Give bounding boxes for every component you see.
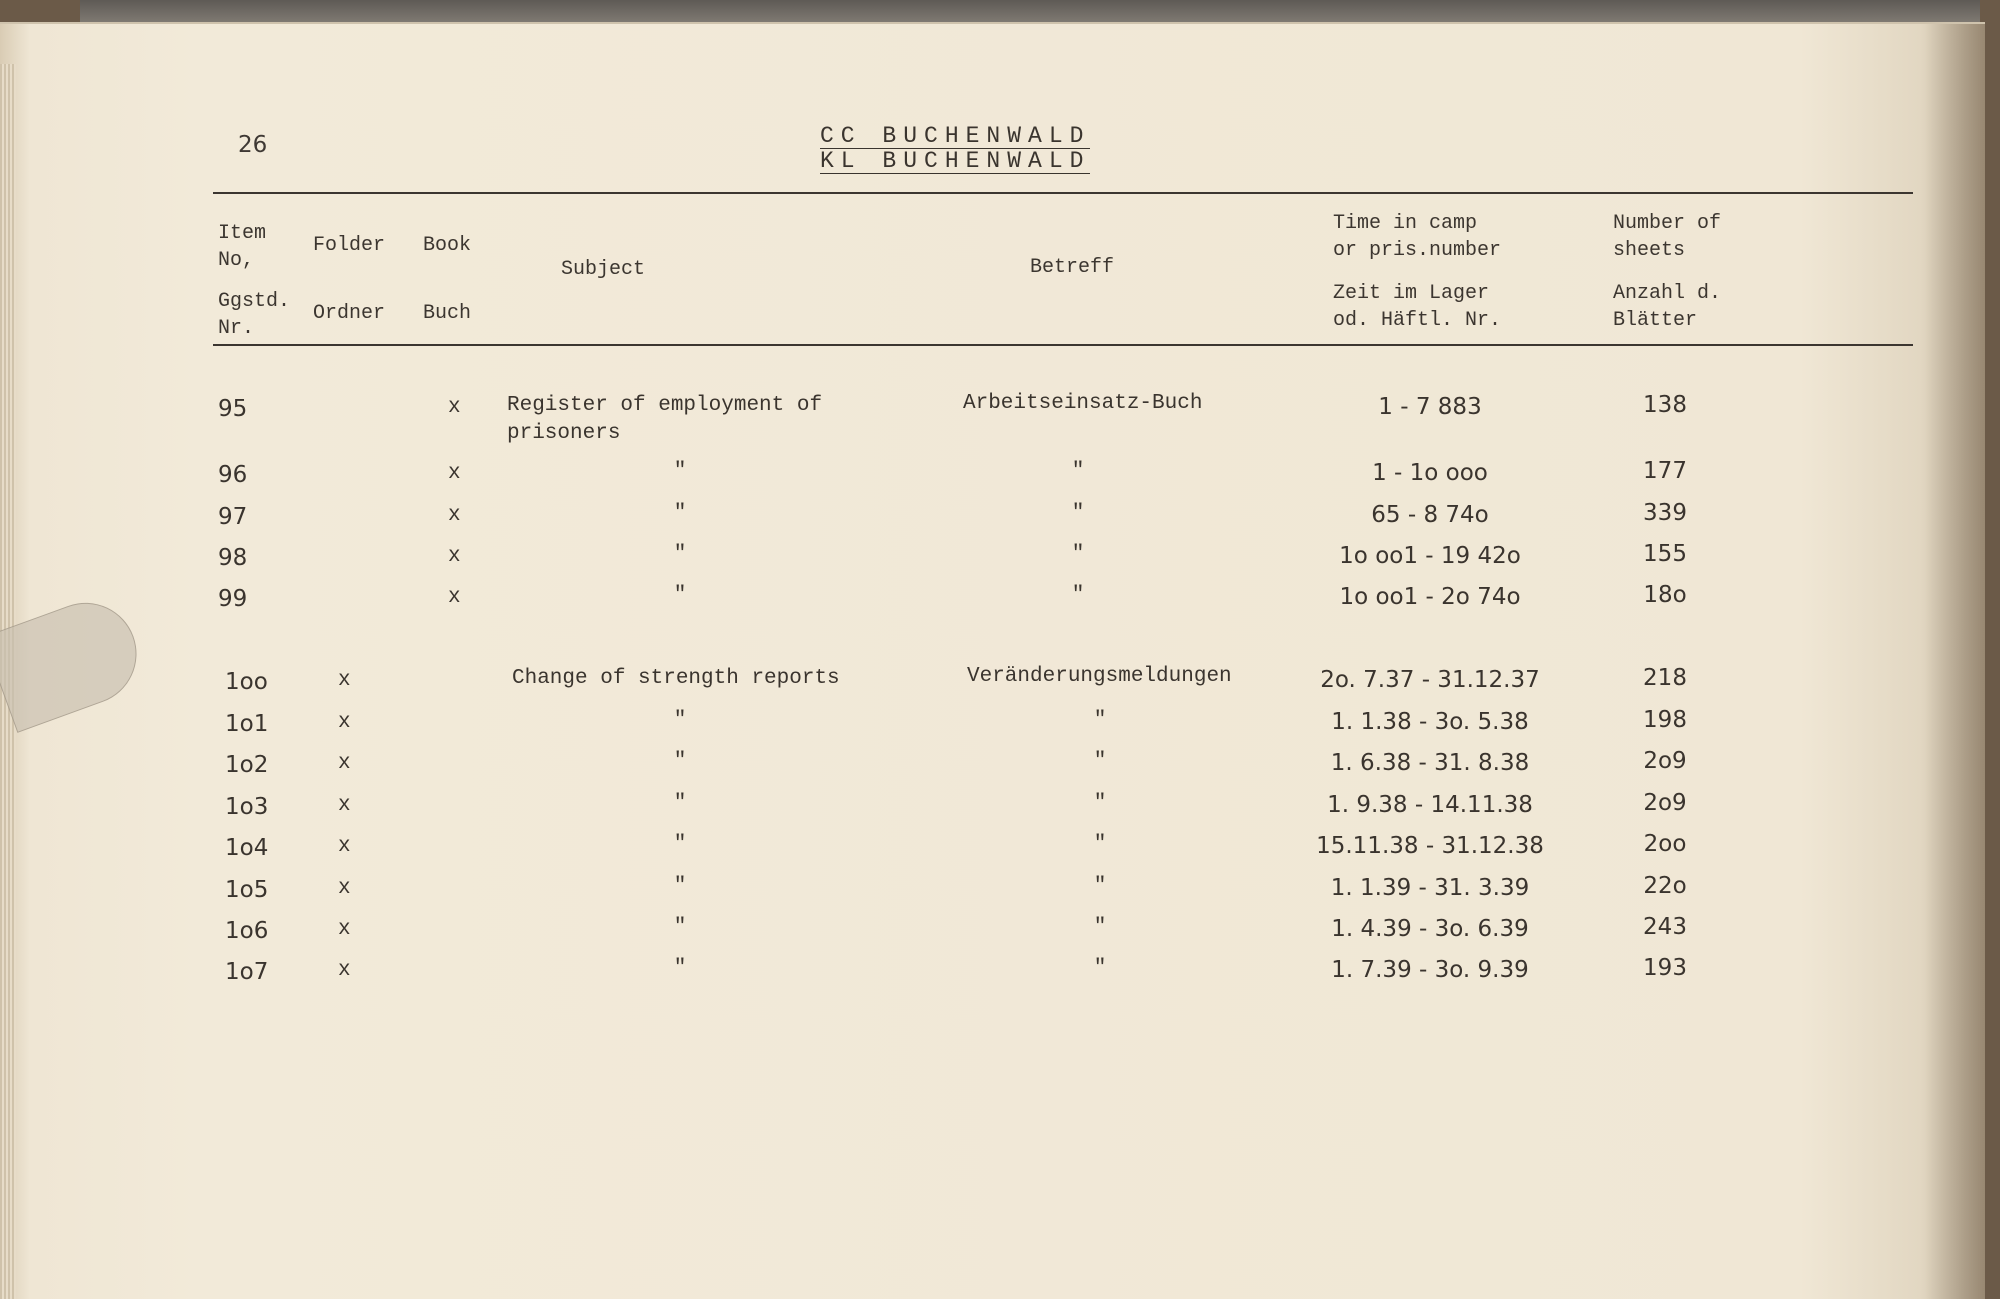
- row-subject: Register of employment of: [507, 394, 823, 417]
- row-item-number: 96: [218, 462, 248, 488]
- header-folder: Folder: [313, 234, 386, 257]
- row-time-range: 1 - 7 883: [1378, 394, 1482, 420]
- row-betreff: ": [1093, 957, 1107, 980]
- row-subject: ": [673, 502, 687, 525]
- row-item-number: 1o5: [225, 877, 269, 903]
- row-subject: ": [673, 460, 687, 483]
- row-time-range: 1. 6.38 - 31. 8.38: [1330, 750, 1530, 776]
- row-betreff: ": [1071, 460, 1085, 483]
- row-time-range: 1. 1.38 - 3o. 5.38: [1331, 709, 1529, 735]
- row-folder-mark: x: [338, 711, 351, 734]
- header-book: Book: [423, 234, 472, 257]
- row-betreff: ": [1071, 543, 1085, 566]
- header-item-no-de: Ggstd. Nr.: [218, 290, 291, 340]
- row-sheet-count: 155: [1643, 541, 1687, 567]
- row-sheet-count: 138: [1643, 392, 1687, 418]
- table-header-rule: [213, 344, 1913, 346]
- row-item-number: 1o2: [225, 752, 269, 778]
- row-time-range: 1. 1.39 - 31. 3.39: [1330, 875, 1530, 901]
- row-sheet-count: 2o9: [1643, 790, 1687, 816]
- row-item-number: 1o1: [225, 711, 269, 737]
- row-folder-mark: x: [338, 835, 351, 858]
- row-time-range: 1o oo1 - 2o 74o: [1339, 584, 1521, 610]
- row-time-range: 1. 4.39 - 3o. 6.39: [1331, 916, 1529, 942]
- row-subject: ": [673, 584, 687, 607]
- row-item-number: 95: [218, 396, 248, 422]
- row-sheet-count: 2oo: [1643, 831, 1687, 857]
- row-betreff: Arbeitseinsatz-Buch: [963, 392, 1203, 415]
- row-betreff: Veränderungsmeldungen: [967, 665, 1232, 688]
- row-item-number: 1o4: [225, 835, 269, 861]
- row-book-mark: x: [448, 586, 461, 609]
- row-folder-mark: x: [338, 959, 351, 982]
- row-subject-cont: prisoners: [507, 422, 621, 445]
- row-book-mark: x: [448, 396, 461, 419]
- header-subject: Subject: [561, 258, 646, 281]
- row-time-range: 2o. 7.37 - 31.12.37: [1320, 667, 1540, 693]
- row-folder-mark: x: [338, 752, 351, 775]
- header-folder-de: Ordner: [313, 302, 386, 325]
- title-line-german: KL BUCHENWALD: [820, 148, 1091, 174]
- row-book-mark: x: [448, 504, 461, 527]
- header-item-no: Item No,: [218, 222, 267, 272]
- row-book-mark: x: [448, 545, 461, 568]
- row-sheet-count: 2o9: [1643, 748, 1687, 774]
- row-time-range: 15.11.38 - 31.12.38: [1316, 833, 1544, 859]
- header-betreff: Betreff: [1030, 256, 1115, 279]
- title-line-english: CC BUCHENWALD: [820, 123, 1091, 149]
- row-item-number: 1oo: [225, 669, 268, 695]
- row-folder-mark: x: [338, 794, 351, 817]
- row-subject: ": [673, 792, 687, 815]
- row-folder-mark: x: [338, 669, 351, 692]
- row-betreff: ": [1093, 833, 1107, 856]
- row-item-number: 1o7: [225, 959, 269, 985]
- row-subject: Change of strength reports: [512, 667, 840, 690]
- row-folder-mark: x: [338, 877, 351, 900]
- row-time-range: 1o oo1 - 19 42o: [1339, 543, 1521, 569]
- header-time: Time in camp or pris.number: [1333, 212, 1502, 262]
- row-sheet-count: 218: [1643, 665, 1687, 691]
- plastic-tab-marker: [0, 589, 151, 733]
- row-item-number: 97: [218, 504, 248, 530]
- row-betreff: ": [1071, 502, 1085, 525]
- row-time-range: 65 - 8 74o: [1371, 502, 1489, 528]
- binding-shadow: [1925, 24, 1985, 1299]
- document-page: [0, 22, 1985, 1299]
- row-sheet-count: 18o: [1643, 582, 1687, 608]
- row-subject: ": [673, 833, 687, 856]
- row-betreff: ": [1093, 875, 1107, 898]
- row-subject: ": [673, 875, 687, 898]
- row-betreff: ": [1093, 709, 1107, 732]
- row-folder-mark: x: [338, 918, 351, 941]
- header-sheets-de: Anzahl d. Blätter: [1613, 282, 1722, 332]
- row-betreff: ": [1071, 584, 1085, 607]
- row-betreff: ": [1093, 750, 1107, 773]
- row-sheet-count: 193: [1643, 955, 1687, 981]
- row-time-range: 1. 7.39 - 3o. 9.39: [1331, 957, 1529, 983]
- row-sheet-count: 22o: [1643, 873, 1687, 899]
- table-top-rule: [213, 192, 1913, 194]
- page-number: 26: [238, 132, 268, 158]
- row-subject: ": [673, 750, 687, 773]
- row-betreff: ": [1093, 916, 1107, 939]
- row-sheet-count: 339: [1643, 500, 1687, 526]
- row-item-number: 1o3: [225, 794, 269, 820]
- row-time-range: 1 - 1o ooo: [1372, 460, 1488, 486]
- row-sheet-count: 243: [1643, 914, 1687, 940]
- row-item-number: 99: [218, 586, 248, 612]
- row-betreff: ": [1093, 792, 1107, 815]
- page-title: [820, 124, 1090, 174]
- row-subject: ": [673, 916, 687, 939]
- row-time-range: 1. 9.38 - 14.11.38: [1327, 792, 1533, 818]
- header-sheets: Number of sheets: [1613, 212, 1722, 262]
- header-book-de: Buch: [423, 302, 472, 325]
- row-subject: ": [673, 709, 687, 732]
- row-item-number: 98: [218, 545, 248, 571]
- row-subject: ": [673, 543, 687, 566]
- row-sheet-count: 177: [1643, 458, 1687, 484]
- row-subject: ": [673, 957, 687, 980]
- header-time-de: Zeit im Lager od. Häftl. Nr.: [1333, 282, 1502, 332]
- row-sheet-count: 198: [1643, 707, 1687, 733]
- row-book-mark: x: [448, 462, 461, 485]
- row-item-number: 1o6: [225, 918, 269, 944]
